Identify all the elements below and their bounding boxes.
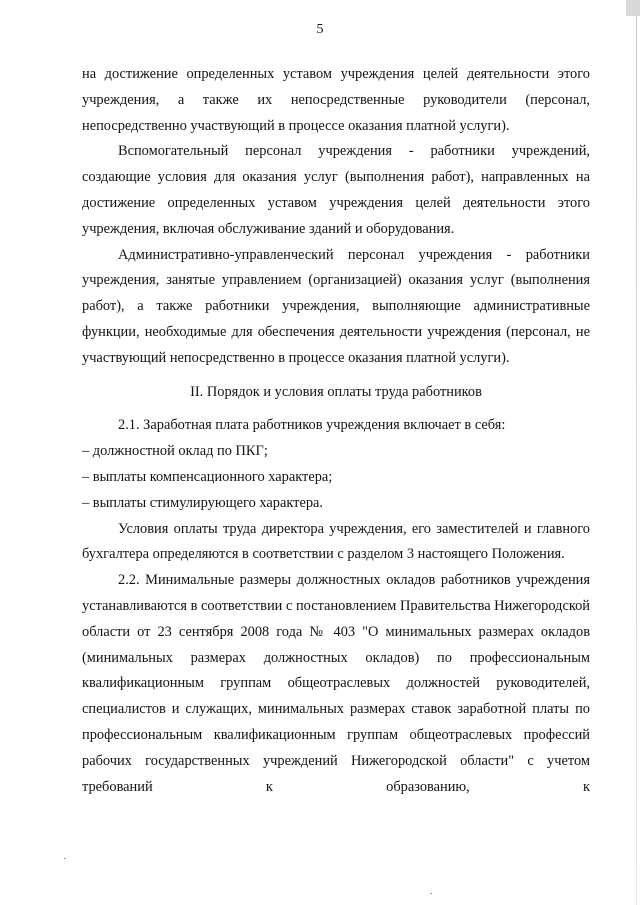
paragraph-support-staff: Вспомогательный персонал учреждения - работники учреждений, создающие условия для оказания услуг (выполнения работ), направленных на достижение определенных уставом учреждения целей деятельности этого учреждения, включая обслуживание зданий и оборудования. xyxy=(82,143,590,237)
list-item-salary: – должностной оклад по ПКГ; xyxy=(82,443,268,460)
scan-edge-corner xyxy=(626,0,640,16)
page-number: 5 xyxy=(316,22,324,37)
document-body xyxy=(82,62,590,800)
scan-speck xyxy=(430,893,432,894)
paragraph-continuation: на достижение определенных уставом учреждения целей деятельности этого учреждения, а также их непосредственные руководители (персонал, непосредственно участвующий в процессе оказания платной услуги). xyxy=(82,66,590,134)
clause-2-2: 2.2. Минимальные размеры должностных окладов работников учреждения устанавливаются в соответствии с постановлением Правительства Нижегородской области от 23 сентября 2008 года № 403 "О минимальных размерах окладов (минимальных размерах должностных окладов) по профессиональным квалификационным группам общеотраслевых должностей руководителей, специалистов и служащих, минимальных размерах ставок заработной платы по профессиональным квалификационным группам общеотраслевых профессий рабочих государственных учреждений Нижегородской области" с учетом требований к образованию, к xyxy=(82,572,590,795)
section-heading: II. Порядок и условия оплаты труда работников xyxy=(190,383,482,400)
scan-edge-right xyxy=(636,0,637,905)
paragraph-admin-staff: Административно-управленческий персонал учреждения - работники учреждения, занятые управлением (организацией) оказания услуг (выполнения работ), а также работники учреждения, выполняющие административные функции, необходимые для обеспечения деятельности учреждения (персонал, не участвующий непосредственно в процессе оказания платной услуги). xyxy=(82,246,590,366)
scan-speck xyxy=(64,858,66,859)
clause-2-1: 2.1. Заработная плата работников учреждения включает в себя: xyxy=(118,417,506,434)
list-item-compensation: – выплаты компенсационного характера; xyxy=(82,468,333,485)
list-item-incentive: – выплаты стимулирующего характера. xyxy=(82,494,324,511)
paragraph-director-pay: Условия оплаты труда директора учреждения, его заместителей и главного бухгалтера определяются в соответствии с разделом 3 настоящего Положения. xyxy=(82,520,590,563)
